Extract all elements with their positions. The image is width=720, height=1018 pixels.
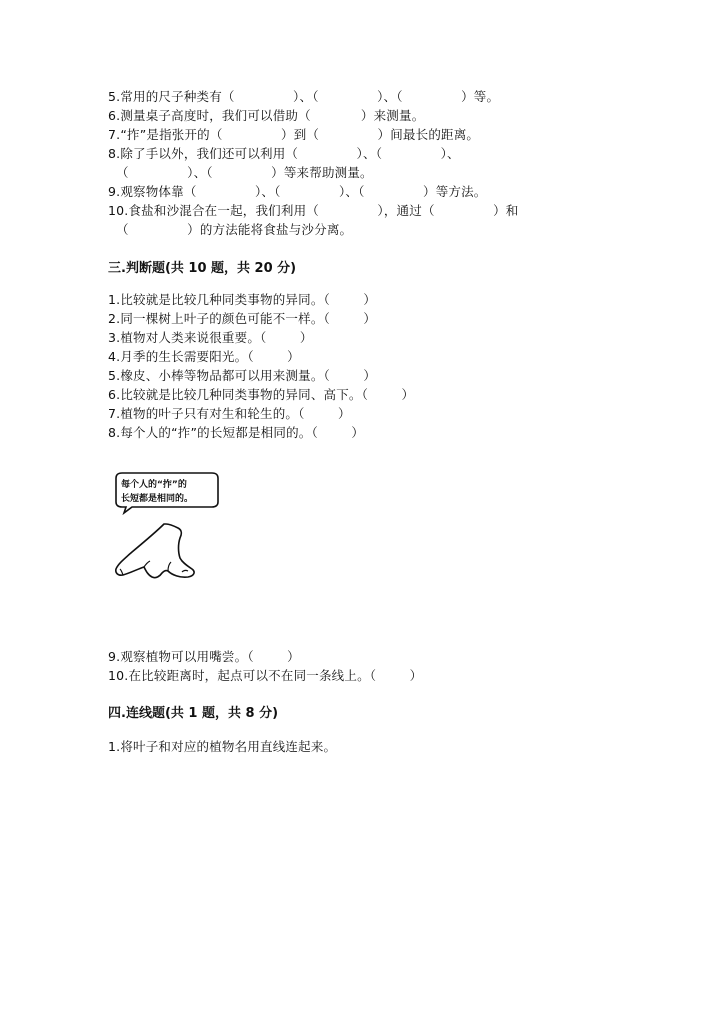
speech-bubble (116, 473, 218, 513)
hand-span-illustration (108, 472, 228, 592)
question-8-line-1: 8.除了手以外，我们还可以利用（ ）、（ ）、 (108, 146, 460, 161)
hand-span-drawing (108, 472, 228, 592)
judge-item-10: 10.在比较距离时，起点可以不在同一条线上。（ ） (108, 668, 423, 683)
judge-item-3: 3.植物对人类来说很重要。（ ） (108, 330, 313, 345)
question-7: 7.“拃”是指张开的（ ）到（ ）间最长的距离。 (108, 127, 480, 142)
judge-item-6: 6.比较就是比较几种同类事物的异同、高下。（ ） (108, 387, 415, 402)
judge-item-4: 4.月季的生长需要阳光。（ ） (108, 349, 300, 364)
question-6: 6.测量桌子高度时，我们可以借助（ ）来测量。 (108, 108, 425, 123)
question-10-line-1: 10.食盐和沙混合在一起，我们利用（ ），通过（ ）和 (108, 203, 519, 218)
question-8-line-2: （ ）、（ ）等来帮助测量。 (116, 165, 373, 180)
matching-item-1: 1.将叶子和对应的植物名用直线连起来。 (108, 739, 337, 754)
bubble-text-line-2: 长短都是相同的。 (121, 494, 194, 504)
section-4-heading: 四.连线题(共 1 题，共 8 分) (108, 706, 279, 721)
judge-item-5: 5.橡皮、小棒等物品都可以用来测量。（ ） (108, 368, 377, 383)
section-3-heading: 三.判断题(共 10 题，共 20 分) (108, 261, 297, 276)
judge-item-8: 8.每个人的“拃”的长短都是相同的。（ ） (108, 425, 365, 440)
judge-item-2: 2.同一棵树上叶子的颜色可能不一样。（ ） (108, 311, 377, 326)
judge-item-9: 9.观察植物可以用嘴尝。（ ） (108, 649, 300, 664)
question-5: 5.常用的尺子种类有（ ）、（ ）、（ ）等。 (108, 89, 500, 104)
hand-outline (116, 524, 194, 578)
judge-item-1: 1.比较就是比较几种同类事物的异同。（ ） (108, 292, 377, 307)
judge-item-7: 7.植物的叶子只有对生和轮生的。（ ） (108, 406, 351, 421)
question-10-line-2: （ ）的方法能将食盐与沙分离。 (116, 222, 353, 237)
bubble-text-line-1: 每个人的“拃”的 (121, 480, 187, 490)
question-9: 9.观察物体靠（ ）、（ ）、（ ）等方法。 (108, 184, 487, 199)
